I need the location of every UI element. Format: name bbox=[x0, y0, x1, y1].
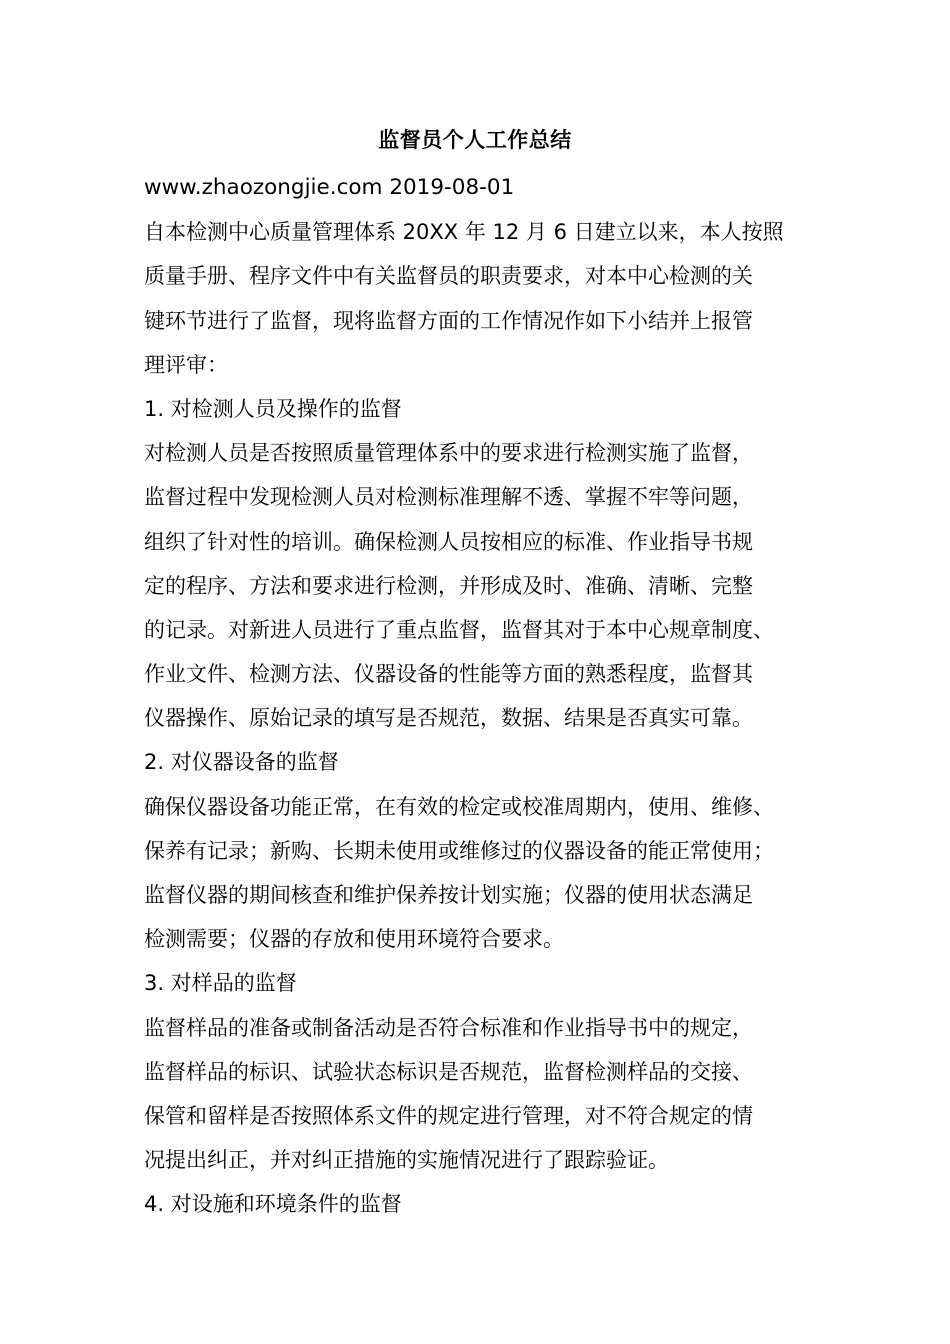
body-line: 况提出纠正，并对纠正措施的实施情况进行了跟踪验证。 bbox=[144, 1148, 669, 1173]
body-line: 监督过程中发现检测人员对检测标准理解不透、掌握不牢等问题， bbox=[144, 485, 753, 510]
body-line: 对检测人员是否按照质量管理体系中的要求进行检测实施了监督， bbox=[144, 441, 753, 466]
body-line: 定的程序、方法和要求进行检测，并形成及时、准确、清晰、完整 bbox=[144, 573, 753, 598]
body-line: 监督仪器的期间核查和维护保养按计划实施；仪器的使用状态满足 bbox=[144, 883, 753, 907]
section-heading: 2. 对仪器设备的监督 bbox=[144, 750, 339, 775]
document-meta: www.zhaozongjie.com 2019-08-01 bbox=[144, 175, 515, 200]
document-title: 监督员个人工作总结 bbox=[378, 128, 572, 152]
body-line: 自本检测中心质量管理体系 20XX 年 12 月 6 日建立以来，本人按照 bbox=[144, 220, 784, 245]
section-heading: 1. 对检测人员及操作的监督 bbox=[144, 396, 402, 421]
section-heading: 4. 对设施和环境条件的监督 bbox=[144, 1192, 402, 1217]
body-line: 组织了针对性的培训。确保检测人员按相应的标准、作业指导书规 bbox=[144, 529, 753, 554]
body-line: 作业文件、检测方法、仪器设备的性能等方面的熟悉程度，监督其 bbox=[144, 662, 753, 687]
body-line: 监督样品的准备或制备活动是否符合标准和作业指导书中的规定， bbox=[144, 1015, 753, 1040]
body-line: 理评审： bbox=[144, 352, 228, 377]
body-line: 仪器操作、原始记录的填写是否规范，数据、结果是否真实可靠。 bbox=[144, 706, 753, 731]
body-line: 的记录。对新进人员进行了重点监督，监督其对于本中心规章制度、 bbox=[144, 617, 774, 642]
body-line: 保养有记录；新购、长期未使用或维修过的仪器设备的能正常使用； bbox=[144, 838, 774, 863]
section-heading: 3. 对样品的监督 bbox=[144, 971, 297, 996]
body-line: 检测需要；仪器的存放和使用环境符合要求。 bbox=[144, 927, 564, 952]
body-line: 监督样品的标识、试验状态标识是否规范，监督检测样品的交接、 bbox=[144, 1059, 753, 1084]
body-line: 键环节进行了监督，现将监督方面的工作情况作如下小结并上报管 bbox=[144, 308, 753, 333]
body-line: 保管和留样是否按照体系文件的规定进行管理，对不符合规定的情 bbox=[144, 1103, 753, 1128]
body-line: 质量手册、程序文件中有关监督员的职责要求，对本中心检测的关 bbox=[144, 264, 753, 289]
document-body bbox=[144, 166, 809, 1227]
body-line: 确保仪器设备功能正常，在有效的检定或校准周期内，使用、维修、 bbox=[144, 794, 774, 819]
